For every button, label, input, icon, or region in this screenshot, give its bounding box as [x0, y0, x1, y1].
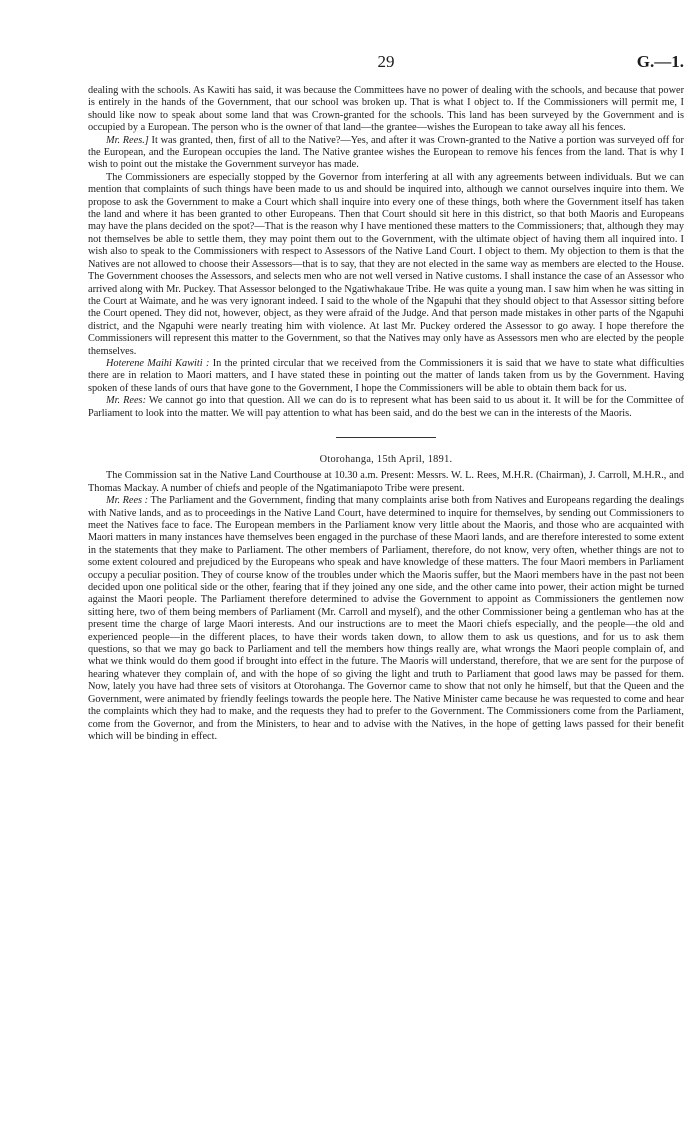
paragraph [88, 135, 684, 172]
speaker-name: Mr. Rees: [106, 395, 146, 407]
speaker-name: Hoterene Maihi Kawiti : [106, 357, 210, 369]
paragraph-text: The Parliament and the Government, finding that many complaints arise both from Natives and Europeans regarding the dealings with Native lands, and as to proceedings in the Native Land Court, have determined to inquire for themselves, by sending out Commissioners to meet the Natives face to face. The European members in the Parliament know very little about the Maoris, and those who are acquainted with Maori matters in many instances have themselves been engaged in the purchase of these Maori lands, and are therefore interested to some extent in the statements that they make to Parliament. The other members of Parliament, therefore, do not know, very often, whether things are not to some extent coloured and prejudiced by the Europeans who speak and have knowledge of these matters. The four Maori members in Parliament occupy a peculiar position. They of course know of the troubles under which the Maoris suffer, but the Maori members have in the past not been decided upon one political side or the other, fearing that if they joined any one side, and the other came into power, their action might be turned against the Maori people. The Parliament therefore determined to advise the Government to appoint as Commissioners the gentlemen now sitting here, two of them being members of Parliament (Mr. Carroll and myself), and the other Commissioner being a gentleman who has at the present time the charge of large Maori interests. And our instructions are to meet the Maori chiefs especially, and the people—the old and experienced people—in the different places, to have their words taken down, to allow them to ask us questions, and for us to ask them questions, so that we may go back to Parliament and tell the members how things really are, what wrongs the Maori people complain of, and what we think would do them good if brought into effect in the future. The Maoris will understand, therefore, that we are sent for the purpose of hearing whatever they complain of, and with the hope of so giving the light and truth to Parliament that good laws may be passed for them. Now, lately you have had three sets of visitors at Otorohanga. The Governor came to show that not only he himself, but that the Queen and the Government, were animated by friendly feelings towards the people here. The Native Minister came because he was requested to come and hear the complaints which they had to make, and the requests they had to prefer to the Government. The Commissioners come from the Parliament, come from the Governor, and from the Ministers, to hear and to advise with the Natives, in the hope of getting laws passed for their benefit which will be binding in effect. [88, 495, 684, 742]
paragraph: The Commission sat in the Native Land Courthouse at 10.30 a.m. Present: Messrs. W. L. Rees, M.H.R. (Chairman), J. Carroll, M.H.R., and Thomas Mackay. A number of chiefs and people of the Ngatimaniapoto Tribe were present. [88, 470, 684, 494]
section-divider [336, 437, 436, 438]
paragraph: dealing with the schools. As Kawiti has said, it was because the Committees have no power of dealing with the schools, and because that power is entirely in the hands of the Government, that our school was broken up. That is what I object to. If the Commissioners will permit me, I should like now to speak about some land that was Crown-granted for the schools. This land has been surveyed by the Government and is occupied by a European. The person who is the owner of that land—the grantee—wishes the European to take away all his fences. [88, 85, 684, 134]
page-number: 29 [377, 52, 395, 71]
speaker-name: Mr. Rees.] [106, 134, 149, 146]
paragraph [88, 495, 684, 743]
document-body [88, 85, 684, 743]
paragraph-text: In the printed circular that we received from the Commissioners it is said that we have to state what difficulties there are in relation to Maori matters, and I have stated these in pointing out the matter of lands taken from us by the Government. Having spoken of these lands of ours that have gone to the Government, I hope the Commissioners will be able to obtain them back for us. [88, 357, 684, 394]
section-dateline: Otorohanga, 15th April, 1891. [319, 453, 453, 465]
paragraph-text: It was granted, then, first of all to the Native?—Yes, and after it was Crown-granted to the Native a portion was surveyed off for the European, and the European occupies the land. The Native grantee wishes the European to remove his fences from the land. That is why I wish to point out the mistake the Government surveyor has made. [88, 134, 684, 171]
paragraph-text: We cannot go into that question. All we can do is to represent what has been said to us about it. It will be for the Committee of Parliament to look into the matter. We will pay attention to what has been said, and do the best we can in the interests of the Maoris. [88, 395, 684, 419]
paragraph [88, 395, 684, 420]
speaker-name: Mr. Rees : [106, 495, 149, 507]
paragraph: The Commissioners are especially stopped by the Governor from interfering at all with any agreements between individuals. But we can mention that complaints of such things have been made to us and should be inquired into, although we cannot ourselves inquire into them. We propose to ask the Government to make a Court which shall inquire into every one of these things, both where the Government itself has taken the land and where it has been granted to other Europeans. Then that Court should sit here in this district, so that both Maoris and Europeans may have the plans decided on the spot?—That is the reason why I have mentioned these matters to the Commissioners; that, although they may not themselves be able to settle them, they may point them out to the Government, with the ultimate object of having them all inquired into. I wish also to speak to the Commissioners with respect to Assessors of the Native Land Court. I object to them. My objection to them is that the Natives are not allowed to choose their Assessors—that is to say, that they are not elected in the same way as members are elected to the House. The Government chooses the Assessors, and selects men who are not well versed in Native customs. I shall instance the case of an Assessor who arrived along with Mr. Puckey. That Assessor belonged to the Ngatiwhakaue Tribe. He was quite a young man. I saw him when he was sitting in the Court at Waimate, and he was very ignorant indeed. I said to the whole of the Ngapuhi that they should object to that Assessor sitting before the Court opened. They did not, however, object, as they were afraid of the Judge. And that person made mistakes in other parts of the Ngapuhi district, and the Ngapuhi were nearly treating him with violence. At last Mr. Puckey ordered the Assessor to go away. I hope therefore the Commissioners will represent this matter to the Government, so that the Natives may only have as Assessors men who are elected by the people themselves. [88, 171, 684, 357]
page-header [88, 52, 684, 74]
paragraph [88, 358, 684, 395]
document-code: G.—1. [636, 52, 684, 71]
